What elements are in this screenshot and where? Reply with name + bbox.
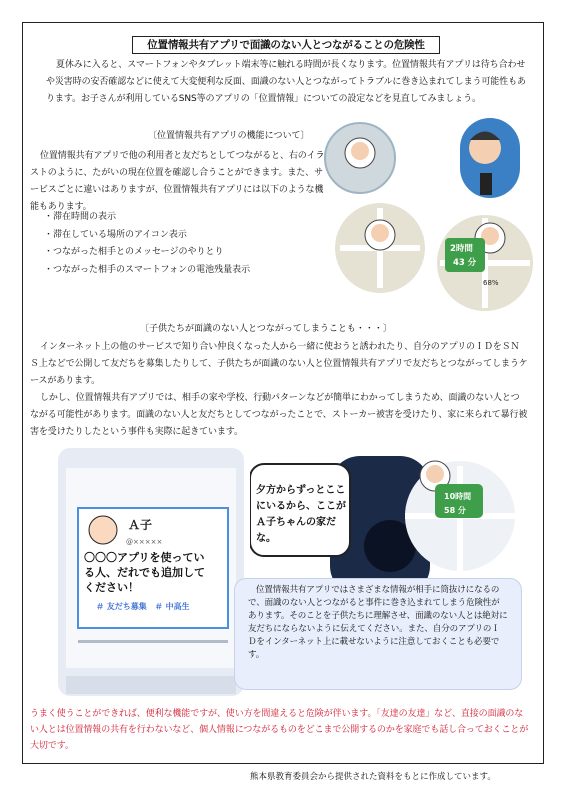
list-item: ・滞在時間の表示 <box>44 212 117 222</box>
intro-text: 夏休みに入ると、スマートフォンやタブレット端末等に触れる時間が長くなります。位置情報共有アプリは待ち合わせや災害時の安否確認などに使えて大変便利な反面、面識のない人とつながってトラブルに巻き込まれてしまう可能性もあります。お子さんが利用しているSNS等のアプリの「位置情報」についての設定などを見直してみましょう。 <box>46 60 526 104</box>
section2-body1: インターネット上の他のサービスで知り合い仲良くなった人から一緒に使おうと誘われたり、自分のアプリのＩＤをＳＮＳ上などで公開して友だちを募集したりして、子供たちが面識のない人と位置情報共有アプリで友だちとつながってしまうケースがあります。 <box>30 342 528 386</box>
map-badge2-hours: 10時間 <box>444 492 472 501</box>
advice-text: 位置情報共有アプリではさまざまな情報が相手に筒抜けになるので、面識のない人とつながると事件に巻き込まれてしまう危険性があります。そのことを子供たちに理解させ、面識のない人とは絶対に友だちにならないように伝えてください。また、自分のアプリのＩＤをインターネット上に載せないように注意しておくことも必要です。 <box>248 585 508 660</box>
speech-bubble: 夕方からずっとここにいるから、ここがＡ子ちゃんの家だな。 <box>256 485 346 544</box>
map-badge-hours: 2時間 <box>450 244 473 254</box>
battery-level: 68% <box>483 279 499 287</box>
list-item: ・滞在している場所のアイコン表示 <box>44 229 187 240</box>
list-item: ・つながった相手のスマートフォンの電池残量表示 <box>44 264 251 275</box>
page-title: 位置情報共有アプリで面識のない人とつながることの危険性 <box>132 36 440 54</box>
section1-body: 位置情報共有アプリで他の利用者と友だちとしてつながると、右のイラストのように、たがいの現在位置を確認し合うことができます。また、サービスごとに違いはありますが、位置情報共有アプリには以下のような機能もあります。 <box>30 151 325 212</box>
post-tags: ＃ 友だち募集 ＃ 中高生 <box>96 602 190 611</box>
conclusion-text: うまく使うことができれば、便利な機能ですが、使い方を間違えると危険が伴います。「友達の友達」など、直接の面識のない人とは位置情報の共有を行わないなど、個人情報につながるものをどこまで公開するのかを家庭でも話し合っておくことが大切です。 <box>30 709 529 751</box>
map-badge2-minutes: 58 分 <box>444 506 466 515</box>
post-name: Ａ子 <box>128 518 153 532</box>
location-map-illustration <box>320 118 540 318</box>
footer-note: 熊本県教育委員会から提供された資料をもとに作成しています。 <box>250 772 496 782</box>
section2-heading: 〔子供たちが面識のない人とつながってしまうことも・・・〕 <box>140 324 392 334</box>
post-message: 〇〇〇アプリを使っている人、だれでも追加してください！ <box>84 551 205 594</box>
list-item: ・つながった相手とのメッセージのやりとり <box>44 247 224 257</box>
post-handle: @××××× <box>126 538 163 546</box>
map-badge-minutes: 43 分 <box>453 258 477 268</box>
feature-list <box>44 209 250 279</box>
section2-body2: しかし、位置情報共有アプリでは、相手の家や学校、行動パターンなどが簡単にわかってしまうため、面識のない人とつながる可能性があります。面識のない人と友だちとしてつながったことで、ストーカー被害を受けたり、家に来られて暴行被害を受けたりしたという事件も実際に起きています。 <box>30 393 528 437</box>
section1-heading: 〔位置情報共有アプリの機能について〕 <box>148 131 310 141</box>
